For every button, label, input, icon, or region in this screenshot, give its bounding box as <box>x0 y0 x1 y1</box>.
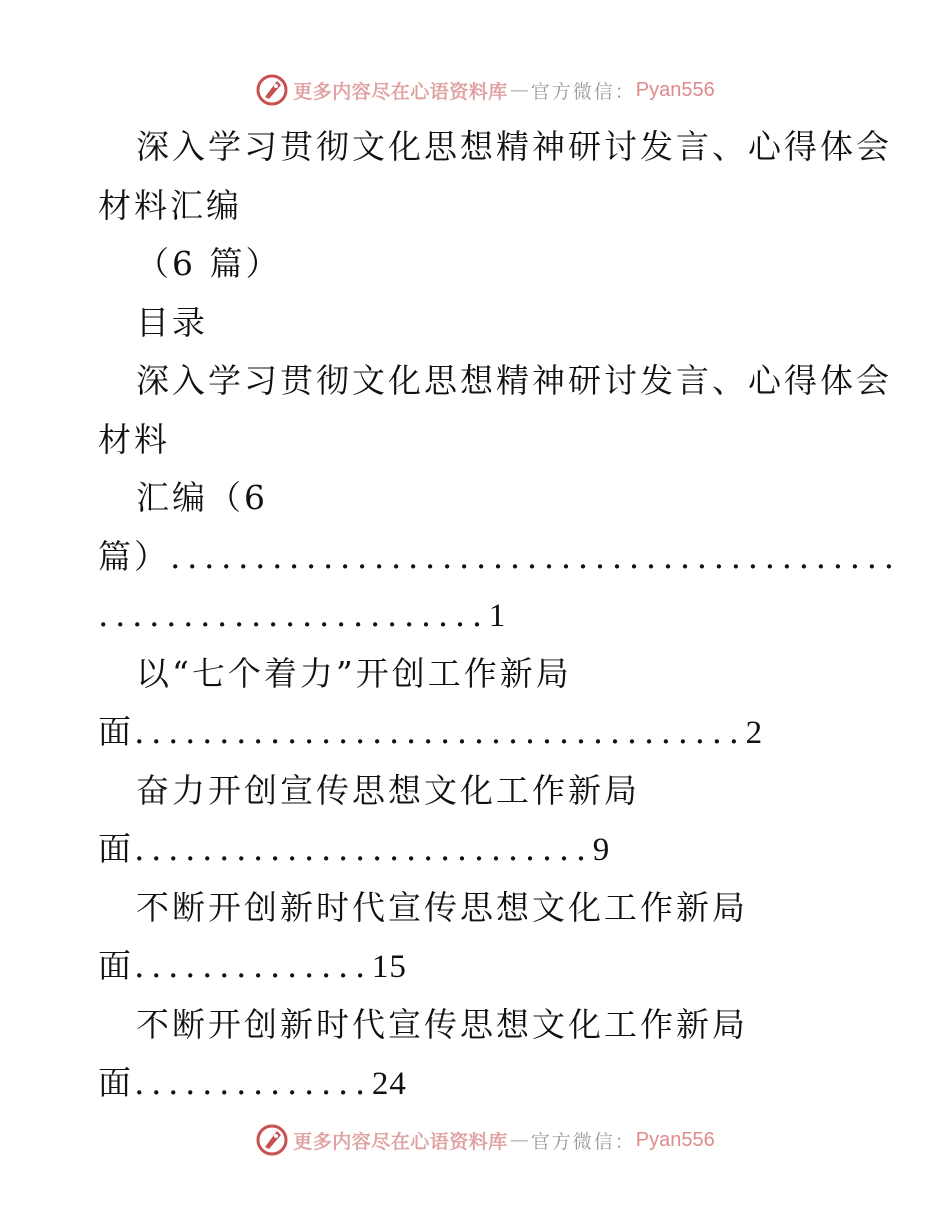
watermark-text: 更多内容尽在心语资料库 <box>293 1130 508 1153</box>
toc-entry-4-page: 15 <box>371 949 407 985</box>
doc-title-line-2: 材料汇编 <box>98 185 242 225</box>
watermark-text: 更多内容尽在心语资料库 <box>293 80 508 103</box>
toc-entry-5-leader: .............. <box>134 1063 372 1102</box>
toc-entry-5-title: 不断开创新时代宣传思想文化工作新局 <box>136 1004 748 1044</box>
toc-entry-5-page: 24 <box>371 1066 407 1102</box>
toc-entry-1-page-line[interactable] <box>98 586 858 645</box>
toc-entry-4-leader: .............. <box>134 946 372 985</box>
toc-entry-1-last: 篇） <box>98 536 170 576</box>
toc-entry-3-page: 9 <box>592 832 611 868</box>
toc-entry-4-title: 不断开创新时代宣传思想文化工作新局 <box>136 887 748 927</box>
toc-entry-1-line-1: 深入学习贯彻文化思想精神研讨发言、心得体会 <box>136 361 892 400</box>
toc-entry-1-leader-2: ....................... <box>98 595 489 634</box>
watermark-id: Pyan556 <box>635 1128 715 1151</box>
watermark-official: 官方微信： <box>530 80 636 103</box>
toc-entry-2-last: 面 <box>98 712 134 751</box>
pen-nib-logo-icon <box>255 1123 289 1157</box>
watermark-separator: — <box>509 1129 529 1151</box>
toc-entry-2-title: 以“七个着力”开创工作新局 <box>136 653 572 693</box>
toc-entry-4-page-line[interactable] <box>98 937 858 996</box>
toc-entry-1-line-2: 材料 <box>98 419 170 459</box>
toc-entry-4-last: 面 <box>98 946 134 985</box>
toc-entry-2-leader: .................................... <box>134 712 746 751</box>
pen-nib-logo-icon <box>255 73 289 107</box>
toc-entry-2-page: 2 <box>745 715 764 751</box>
toc-entry-3-page-line[interactable] <box>98 820 858 879</box>
toc-entry-1-line-3: 汇编（6 <box>136 478 268 517</box>
toc-entry-1-leader: ........................................... <box>170 536 901 576</box>
watermark-official: 官方微信： <box>530 1130 636 1153</box>
doc-title-line-1: 深入学习贯彻文化思想精神研讨发言、心得体会 <box>136 127 892 166</box>
doc-count: （6 篇） <box>136 244 282 283</box>
footer-watermark <box>0 1120 950 1160</box>
toc-entry-3-last: 面 <box>98 829 134 868</box>
watermark-id: Pyan556 <box>635 78 715 101</box>
header-watermark <box>0 70 950 110</box>
toc-heading: 目录 <box>136 302 208 342</box>
toc-entry-1-leader-line[interactable] <box>98 528 901 587</box>
toc-entry-5-last: 面 <box>98 1063 134 1102</box>
toc-entry-3-leader: ........................... <box>134 829 593 868</box>
toc-entry-5-page-line[interactable] <box>98 1054 858 1113</box>
document-body <box>98 118 901 1113</box>
toc-entry-2-page-line[interactable] <box>98 703 858 762</box>
watermark-separator: — <box>509 79 529 101</box>
toc-entry-3-title: 奋力开创宣传思想文化工作新局 <box>136 770 640 810</box>
toc-entry-1-page: 1 <box>488 598 507 634</box>
